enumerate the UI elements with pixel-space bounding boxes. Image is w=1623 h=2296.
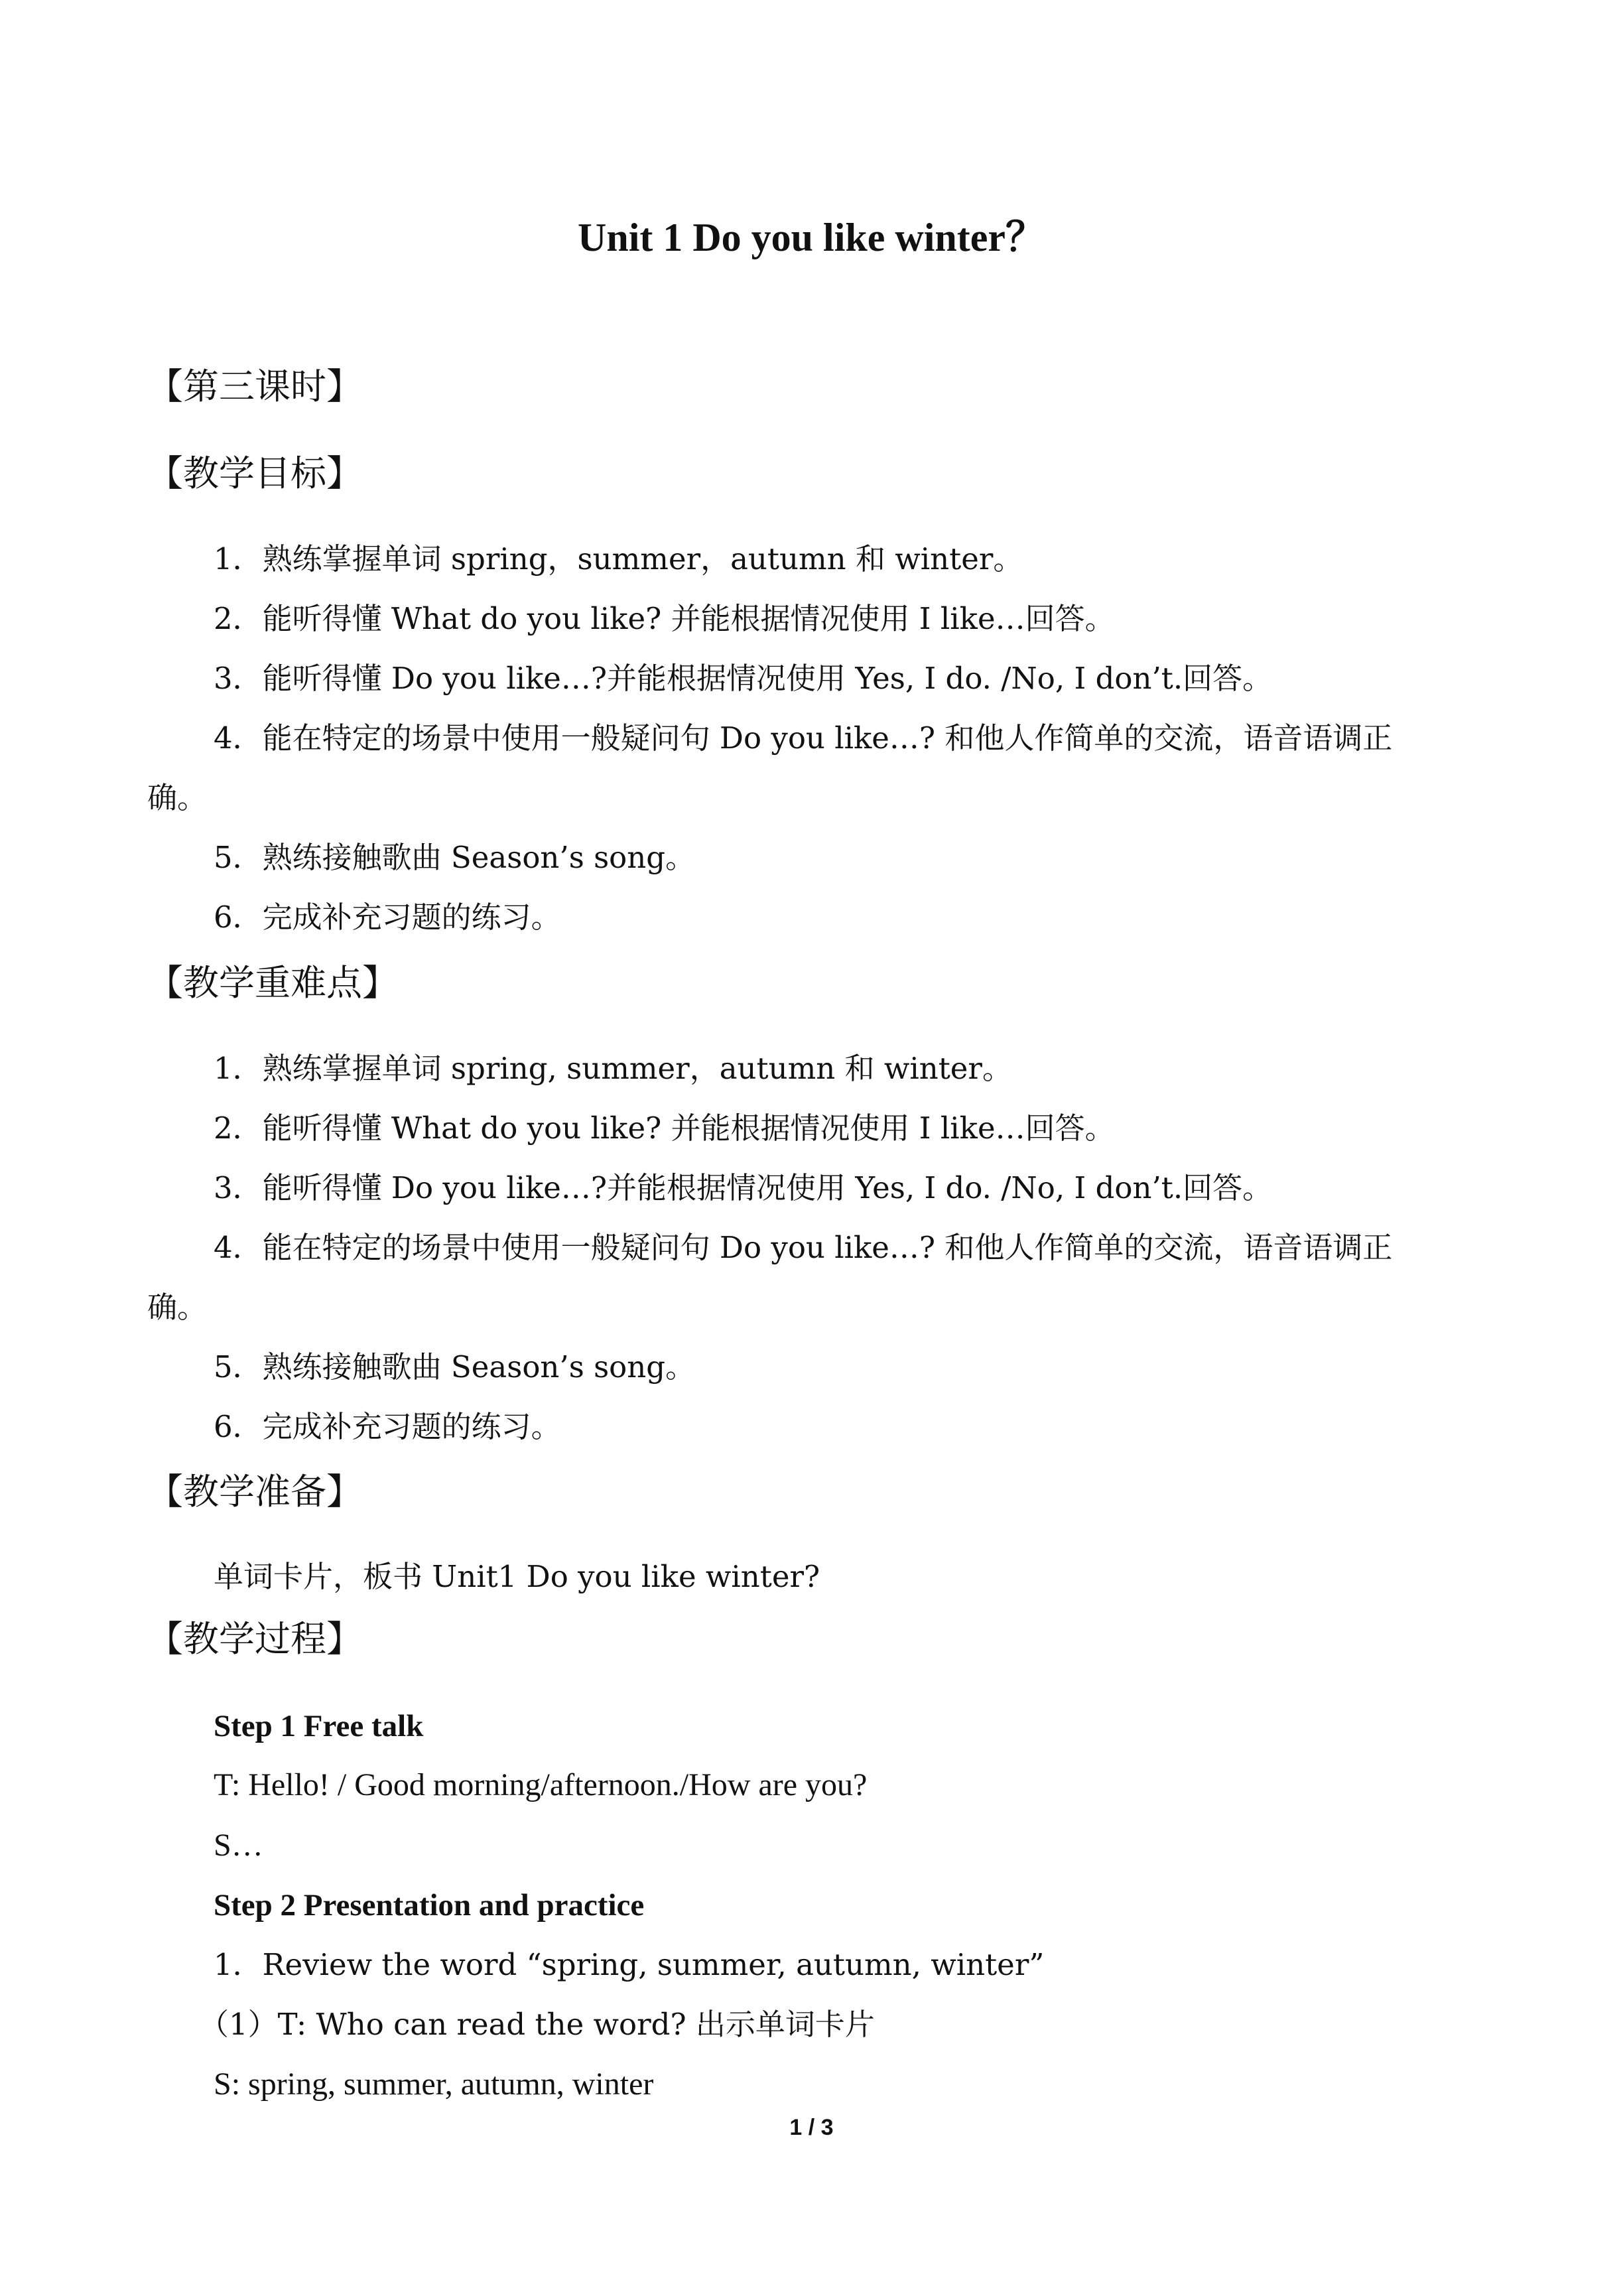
step-1-student-line: S… (214, 1828, 263, 1863)
step-2-item-1: 1．Review the word “spring, summer, autumn, winter” (214, 1947, 1045, 1982)
objective-item: 5．熟练接触歌曲 Season’s song。 (214, 840, 696, 875)
step-2-item-1-sub-1: （1）T: Who can read the word? 出示单词卡片 (199, 2007, 875, 2042)
page-title: Unit 1 Do you like winter？ (578, 216, 1045, 259)
objective-item: 4．能在特定的场景中使用一般疑问句 Do you like…? 和他人作简单的交流，语音语调正 (214, 720, 1393, 756)
step-2-item-1-answer: S: spring, summer, autumn, winter (214, 2066, 654, 2102)
section-heading-lesson: 【第三课时】 (147, 366, 362, 407)
objective-item-continuation: 确。 (147, 780, 208, 815)
key-point-item: 2．能听得懂 What do you like? 并能根据情况使用 I like…回答。 (214, 1111, 1115, 1146)
key-point-item-continuation: 确。 (147, 1290, 208, 1325)
objective-item: 6．完成补充习题的练习。 (214, 900, 561, 935)
key-point-item: 5．熟练接触歌曲 Season’s song。 (214, 1349, 696, 1384)
section-heading-key-points: 【教学重难点】 (147, 962, 398, 1004)
objective-item: 3．能听得懂 Do you like…?并能根据情况使用 Yes, I do. /No, I don’t.回答。 (214, 661, 1273, 696)
key-point-item: 1．熟练掌握单词 spring, summer，autumn 和 winter。 (214, 1051, 1012, 1086)
key-point-item: 3．能听得懂 Do you like…?并能根据情况使用 Yes, I do. /No, I don’t.回答。 (214, 1170, 1273, 1205)
key-point-item: 4．能在特定的场景中使用一般疑问句 Do you like…? 和他人作简单的交流，语音语调正 (214, 1230, 1393, 1265)
page-number: 1 / 3 (789, 2115, 834, 2140)
preparation-text: 单词卡片，板书 Unit1 Do you like winter? (214, 1559, 820, 1594)
step-1-title: Step 1 Free talk (214, 1709, 424, 1743)
objective-item: 2．能听得懂 What do you like? 并能根据情况使用 I like…回答。 (214, 601, 1115, 636)
objective-item: 1．熟练掌握单词 spring，summer，autumn 和 winter。 (214, 541, 1023, 576)
key-point-item: 6．完成补充习题的练习。 (214, 1409, 561, 1444)
section-heading-process: 【教学过程】 (147, 1618, 362, 1660)
step-1-teacher-line: T: Hello! / Good morning/afternoon./How are you? (214, 1767, 868, 1802)
section-heading-preparation: 【教学准备】 (147, 1471, 362, 1513)
section-heading-objectives: 【教学目标】 (147, 452, 362, 494)
step-2-title: Step 2 Presentation and practice (214, 1888, 645, 1923)
